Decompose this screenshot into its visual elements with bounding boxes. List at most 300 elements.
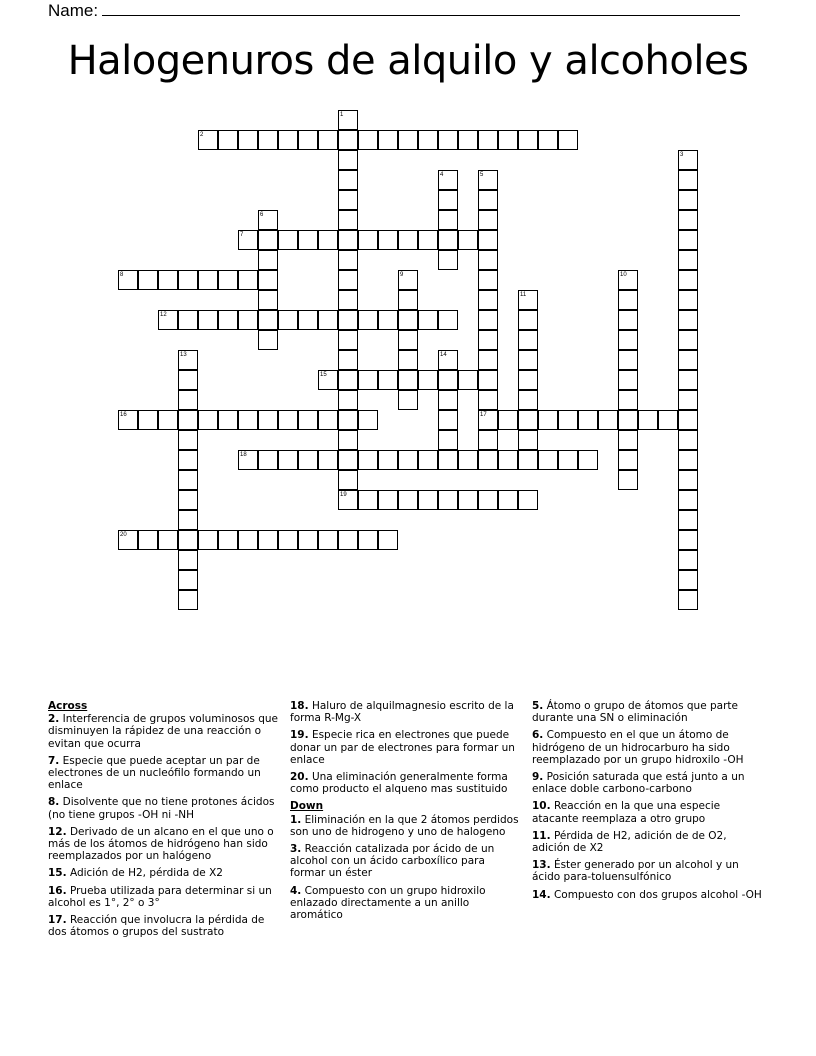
grid-cell[interactable] (518, 430, 538, 450)
grid-cell[interactable] (238, 530, 258, 550)
grid-cell[interactable] (338, 310, 358, 330)
grid-cell[interactable] (578, 410, 598, 430)
grid-cell[interactable] (618, 450, 638, 470)
clue-number-label: 16 (120, 412, 127, 418)
clue-text: Reacción catalizada por ácido de un alcohol con un ácido carboxílico para formar un éster (290, 843, 495, 880)
grid-cell[interactable] (678, 550, 698, 570)
grid-cell[interactable] (478, 330, 498, 350)
grid-cell[interactable] (478, 270, 498, 290)
grid-cell[interactable] (338, 150, 358, 170)
grid-cell[interactable] (678, 210, 698, 230)
grid-cell[interactable] (138, 530, 158, 550)
grid-cell[interactable] (618, 470, 638, 490)
grid-cell[interactable] (618, 410, 638, 430)
grid-cell[interactable] (178, 350, 198, 370)
grid-cell[interactable] (298, 230, 318, 250)
grid-cell[interactable] (278, 450, 298, 470)
grid-cell[interactable] (478, 130, 498, 150)
grid-cell[interactable] (178, 270, 198, 290)
across-clue (290, 771, 522, 795)
clue-text: Átomo o grupo de átomos que parte durante una SN o eliminación (532, 700, 738, 725)
grid-cell[interactable] (358, 450, 378, 470)
grid-cell[interactable] (398, 130, 418, 150)
across-clue (48, 914, 280, 938)
clue-number: 18. (290, 700, 309, 712)
grid-cell[interactable] (338, 530, 358, 550)
grid-cell[interactable] (238, 450, 258, 470)
grid-cell[interactable] (358, 370, 378, 390)
across-clue (290, 729, 522, 766)
grid-cell[interactable] (378, 130, 398, 150)
clue-text: Especie rica en electrones que puede donar un par de electrones para formar un enlace (290, 729, 515, 766)
clue-number-label: 11 (520, 292, 527, 298)
clue-number: 7. (48, 754, 60, 767)
clue-number-label: 3 (680, 152, 684, 158)
down-clue (290, 885, 522, 922)
clue-number-label: 8 (120, 272, 124, 278)
grid-cell[interactable] (478, 410, 498, 430)
grid-cell[interactable] (258, 330, 278, 350)
grid-cell[interactable] (678, 270, 698, 290)
grid-cell[interactable] (158, 310, 178, 330)
grid-cell[interactable] (418, 130, 438, 150)
grid-cell[interactable] (478, 170, 498, 190)
grid-cell[interactable] (558, 130, 578, 150)
grid-cell[interactable] (658, 410, 678, 430)
grid-cell[interactable] (198, 410, 218, 430)
grid-cell[interactable] (338, 270, 358, 290)
grid-cell[interactable] (518, 370, 538, 390)
grid-cell[interactable] (438, 170, 458, 190)
grid-cell[interactable] (458, 450, 478, 470)
grid-cell[interactable] (158, 410, 178, 430)
grid-cell[interactable] (378, 450, 398, 470)
grid-cell[interactable] (198, 530, 218, 550)
grid-cell[interactable] (478, 190, 498, 210)
grid-cell[interactable] (178, 430, 198, 450)
grid-cell[interactable] (618, 270, 638, 290)
grid-cell[interactable] (398, 230, 418, 250)
clue-text: Eliminación en la que 2 átomos perdidos son uno de hidrogeno y uno de halogeno (290, 813, 519, 838)
grid-cell[interactable] (438, 410, 458, 430)
grid-cell[interactable] (278, 410, 298, 430)
grid-cell[interactable] (478, 490, 498, 510)
grid-cell[interactable] (118, 410, 138, 430)
grid-cell[interactable] (138, 270, 158, 290)
grid-cell[interactable] (298, 130, 318, 150)
grid-cell[interactable] (238, 270, 258, 290)
grid-cell[interactable] (278, 530, 298, 550)
grid-cell[interactable] (538, 130, 558, 150)
grid-cell[interactable] (438, 370, 458, 390)
across-clue (290, 700, 522, 724)
clue-number-label: 6 (260, 212, 264, 218)
clue-number: 1. (290, 813, 302, 826)
clue-number: 16. (48, 884, 67, 897)
clue-number: 2. (48, 713, 60, 726)
clue-number: 3. (290, 843, 302, 856)
grid-cell[interactable] (558, 450, 578, 470)
grid-cell[interactable] (398, 330, 418, 350)
grid-cell[interactable] (318, 410, 338, 430)
grid-cell[interactable] (258, 130, 278, 150)
clue-text: Compuesto en el que un átomo de hidrógeno de un hidrocarburo ha sido reemplazado por un grupo hidroxilo -OH (532, 729, 744, 766)
down-clue (532, 800, 767, 824)
grid-cell[interactable] (518, 310, 538, 330)
grid-cell[interactable] (398, 450, 418, 470)
grid-cell[interactable] (418, 450, 438, 470)
grid-cell[interactable] (358, 530, 378, 550)
clue-text: Compuesto con dos grupos alcohol -OH (550, 888, 762, 901)
across-clue (48, 796, 280, 820)
grid-cell[interactable] (318, 530, 338, 550)
clue-number-label: 1 (340, 112, 344, 118)
grid-cell[interactable] (618, 350, 638, 370)
grid-cell[interactable] (518, 410, 538, 430)
clue-text: Derivado de un alcano en el que uno o más de los átomos de hidrógeno han sido reemplazados por un halógeno (48, 825, 274, 863)
grid-cell[interactable] (478, 310, 498, 330)
grid-cell[interactable] (678, 370, 698, 390)
down-clue (532, 889, 767, 901)
clue-number-label: 17 (480, 412, 487, 418)
clue-number-label: 7 (240, 232, 244, 238)
clue-number: 8. (48, 796, 60, 809)
grid-cell[interactable] (438, 250, 458, 270)
across-clue (48, 885, 280, 909)
clue-text: Haluro de alquilmagnesio escrito de la forma R-Mg-X (290, 700, 514, 725)
grid-cell[interactable] (478, 430, 498, 450)
down-clue (532, 859, 767, 883)
grid-cell[interactable] (198, 130, 218, 150)
clue-text: Adición de H2, pérdida de X2 (66, 867, 223, 880)
clue-number: 11. (532, 829, 551, 842)
clue-number-label: 13 (180, 352, 187, 358)
grid-cell[interactable] (238, 230, 258, 250)
grid-cell[interactable] (338, 350, 358, 370)
grid-cell[interactable] (478, 370, 498, 390)
grid-cell[interactable] (438, 490, 458, 510)
grid-cell[interactable] (418, 370, 438, 390)
grid-cell[interactable] (318, 130, 338, 150)
grid-cell[interactable] (178, 490, 198, 510)
grid-cell[interactable] (678, 490, 698, 510)
grid-cell[interactable] (518, 490, 538, 510)
grid-cell[interactable] (258, 270, 278, 290)
grid-cell[interactable] (678, 170, 698, 190)
grid-cell[interactable] (158, 270, 178, 290)
grid-cell[interactable] (438, 210, 458, 230)
grid-cell[interactable] (678, 530, 698, 550)
grid-cell[interactable] (358, 310, 378, 330)
grid-cell[interactable] (598, 410, 618, 430)
clue-number: 10. (532, 800, 551, 813)
grid-cell[interactable] (358, 130, 378, 150)
down-heading: Down (290, 800, 324, 813)
grid-cell[interactable] (338, 110, 358, 130)
grid-cell[interactable] (178, 410, 198, 430)
grid-cell[interactable] (518, 290, 538, 310)
clue-number-label: 2 (200, 132, 204, 138)
clue-number: 15. (48, 867, 67, 880)
grid-cell[interactable] (678, 190, 698, 210)
grid-cell[interactable] (438, 190, 458, 210)
grid-cell[interactable] (498, 130, 518, 150)
grid-cell[interactable] (278, 230, 298, 250)
grid-cell[interactable] (438, 310, 458, 330)
grid-cell[interactable] (678, 290, 698, 310)
clue-text: Reacción en la que una especie atacante reemplaza a otro grupo (532, 800, 721, 825)
grid-cell[interactable] (678, 330, 698, 350)
grid-cell[interactable] (318, 310, 338, 330)
grid-cell[interactable] (258, 290, 278, 310)
name-label: Name: (48, 1, 99, 20)
grid-cell[interactable] (178, 550, 198, 570)
grid-cell[interactable] (358, 490, 378, 510)
grid-cell[interactable] (518, 390, 538, 410)
grid-cell[interactable] (218, 530, 238, 550)
grid-cell[interactable] (678, 430, 698, 450)
clue-number: 12. (48, 825, 67, 838)
grid-cell[interactable] (418, 490, 438, 510)
grid-cell[interactable] (238, 310, 258, 330)
grid-cell[interactable] (338, 230, 358, 250)
grid-cell[interactable] (178, 470, 198, 490)
clue-number-label: 5 (480, 172, 484, 178)
grid-cell[interactable] (338, 250, 358, 270)
grid-cell[interactable] (618, 430, 638, 450)
clue-text: Posición saturada que está junto a un enlace doble carbono-carbono (532, 771, 745, 796)
grid-cell[interactable] (578, 450, 598, 470)
grid-cell[interactable] (458, 230, 478, 250)
grid-cell[interactable] (438, 350, 458, 370)
clue-text: Disolvente que no tiene protones ácidos (no tiene grupos -OH ni -NH (48, 796, 275, 821)
clue-number-label: 19 (340, 492, 347, 498)
grid-cell[interactable] (218, 410, 238, 430)
grid-cell[interactable] (418, 230, 438, 250)
grid-cell[interactable] (318, 230, 338, 250)
grid-cell[interactable] (178, 450, 198, 470)
clue-number: 20. (290, 771, 309, 784)
grid-cell[interactable] (438, 230, 458, 250)
grid-cell[interactable] (298, 450, 318, 470)
clue-number-label: 10 (620, 272, 627, 278)
grid-cell[interactable] (678, 150, 698, 170)
grid-cell[interactable] (498, 410, 518, 430)
grid-cell[interactable] (418, 310, 438, 330)
grid-cell[interactable] (358, 230, 378, 250)
clue-number-label: 18 (240, 452, 247, 458)
page-title: Halogenuros de alquilo y alcoholes (67, 38, 749, 84)
grid-cell[interactable] (678, 570, 698, 590)
grid-cell[interactable] (298, 530, 318, 550)
clue-text: Interferencia de grupos voluminosos que disminuyen la rápidez de una reacción o evitan que ocurra (48, 713, 279, 750)
grid-cell[interactable] (398, 350, 418, 370)
grid-cell[interactable] (438, 430, 458, 450)
across-clue (48, 755, 280, 792)
grid-cell[interactable] (478, 350, 498, 370)
clue-text: Prueba utilizada para determinar si un alcohol es 1°, 2° o 3° (48, 884, 272, 909)
grid-cell[interactable] (498, 450, 518, 470)
grid-cell[interactable] (458, 130, 478, 150)
grid-cell[interactable] (178, 510, 198, 530)
grid-cell[interactable] (378, 490, 398, 510)
across-clue (48, 826, 280, 863)
grid-cell[interactable] (398, 310, 418, 330)
grid-cell[interactable] (378, 230, 398, 250)
clues-column-1 (48, 700, 280, 943)
grid-cell[interactable] (618, 330, 638, 350)
grid-cell[interactable] (258, 410, 278, 430)
grid-cell[interactable] (338, 130, 358, 150)
grid-cell[interactable] (178, 590, 198, 610)
clue-number: 6. (532, 729, 544, 742)
clue-number-label: 9 (400, 272, 404, 278)
clue-number: 13. (532, 859, 551, 872)
grid-cell[interactable] (678, 250, 698, 270)
clues-column-3 (532, 700, 767, 906)
grid-cell[interactable] (378, 310, 398, 330)
grid-cell[interactable] (298, 310, 318, 330)
grid-cell[interactable] (278, 130, 298, 150)
grid-cell[interactable] (338, 470, 358, 490)
grid-cell[interactable] (258, 230, 278, 250)
grid-cell[interactable] (178, 390, 198, 410)
grid-cell[interactable] (678, 350, 698, 370)
grid-cell[interactable] (518, 350, 538, 370)
grid-cell[interactable] (218, 270, 238, 290)
grid-cell[interactable] (338, 490, 358, 510)
grid-cell[interactable] (238, 130, 258, 150)
grid-cell[interactable] (438, 390, 458, 410)
grid-cell[interactable] (538, 410, 558, 430)
grid-cell[interactable] (478, 390, 498, 410)
grid-cell[interactable] (678, 450, 698, 470)
grid-cell[interactable] (338, 330, 358, 350)
grid-cell[interactable] (678, 590, 698, 610)
grid-cell[interactable] (178, 570, 198, 590)
across-clue (48, 867, 280, 879)
grid-cell[interactable] (478, 250, 498, 270)
grid-cell[interactable] (178, 530, 198, 550)
grid-cell[interactable] (618, 290, 638, 310)
grid-cell[interactable] (218, 130, 238, 150)
clue-number: 19. (290, 729, 309, 742)
grid-cell[interactable] (518, 330, 538, 350)
grid-cell[interactable] (298, 410, 318, 430)
grid-cell[interactable] (438, 130, 458, 150)
grid-cell[interactable] (118, 530, 138, 550)
grid-cell[interactable] (338, 190, 358, 210)
grid-cell[interactable] (278, 310, 298, 330)
across-heading: Across (48, 700, 88, 712)
clue-number: 14. (532, 888, 551, 901)
grid-cell[interactable] (678, 310, 698, 330)
grid-cell[interactable] (638, 410, 658, 430)
clue-number-label: 14 (440, 352, 447, 358)
down-clue (290, 814, 522, 838)
grid-cell[interactable] (478, 210, 498, 230)
grid-cell[interactable] (318, 450, 338, 470)
grid-cell[interactable] (338, 390, 358, 410)
grid-cell[interactable] (678, 390, 698, 410)
grid-cell[interactable] (398, 490, 418, 510)
grid-cell[interactable] (358, 410, 378, 430)
clue-text: Una eliminación generalmente forma como producto el alqueno mas sustituido (290, 771, 508, 796)
grid-cell[interactable] (398, 370, 418, 390)
down-clue (290, 843, 522, 880)
grid-cell[interactable] (478, 450, 498, 470)
grid-cell[interactable] (678, 510, 698, 530)
clues-column-2 (290, 700, 522, 926)
grid-cell[interactable] (538, 450, 558, 470)
grid-cell[interactable] (678, 230, 698, 250)
grid-cell[interactable] (378, 530, 398, 550)
clue-number-label: 12 (160, 312, 167, 318)
grid-cell[interactable] (338, 410, 358, 430)
grid-cell[interactable] (518, 130, 538, 150)
grid-cell[interactable] (678, 410, 698, 430)
grid-cell[interactable] (198, 270, 218, 290)
grid-cell[interactable] (618, 310, 638, 330)
grid-cell[interactable] (258, 210, 278, 230)
grid-cell[interactable] (338, 450, 358, 470)
grid-cell[interactable] (438, 450, 458, 470)
grid-cell[interactable] (558, 410, 578, 430)
grid-cell[interactable] (318, 370, 338, 390)
grid-cell[interactable] (258, 450, 278, 470)
grid-cell[interactable] (478, 290, 498, 310)
grid-cell[interactable] (398, 270, 418, 290)
grid-cell[interactable] (398, 390, 418, 410)
grid-cell[interactable] (178, 310, 198, 330)
grid-cell[interactable] (238, 410, 258, 430)
grid-cell[interactable] (338, 370, 358, 390)
clue-text: Especie que puede aceptar un par de electrones de un nucleófilo formando un enlace (48, 754, 261, 792)
grid-cell[interactable] (338, 210, 358, 230)
grid-cell[interactable] (198, 310, 218, 330)
grid-cell[interactable] (618, 390, 638, 410)
grid-cell[interactable] (678, 470, 698, 490)
grid-cell[interactable] (258, 310, 278, 330)
grid-cell[interactable] (258, 530, 278, 550)
grid-cell[interactable] (258, 250, 278, 270)
grid-cell[interactable] (378, 370, 398, 390)
grid-cell[interactable] (618, 370, 638, 390)
clue-number: 5. (532, 700, 544, 712)
clue-number: 4. (290, 884, 302, 897)
grid-cell[interactable] (458, 370, 478, 390)
grid-cell[interactable] (178, 370, 198, 390)
clue-number-label: 20 (120, 532, 127, 538)
grid-cell[interactable] (478, 230, 498, 250)
clue-number: 17. (48, 914, 67, 927)
grid-cell[interactable] (338, 430, 358, 450)
grid-cell[interactable] (338, 170, 358, 190)
clue-text: Éster generado por un alcohol y un ácido para-toluensulfónico (532, 859, 739, 884)
grid-cell[interactable] (138, 410, 158, 430)
grid-cell[interactable] (158, 530, 178, 550)
grid-cell[interactable] (218, 310, 238, 330)
grid-cell[interactable] (398, 290, 418, 310)
grid-cell[interactable] (338, 290, 358, 310)
grid-cell[interactable] (118, 270, 138, 290)
down-clue (532, 700, 767, 724)
grid-cell[interactable] (518, 450, 538, 470)
grid-cell[interactable] (458, 490, 478, 510)
grid-cell[interactable] (498, 490, 518, 510)
down-clue (532, 771, 767, 795)
clue-number-label: 4 (440, 172, 444, 178)
